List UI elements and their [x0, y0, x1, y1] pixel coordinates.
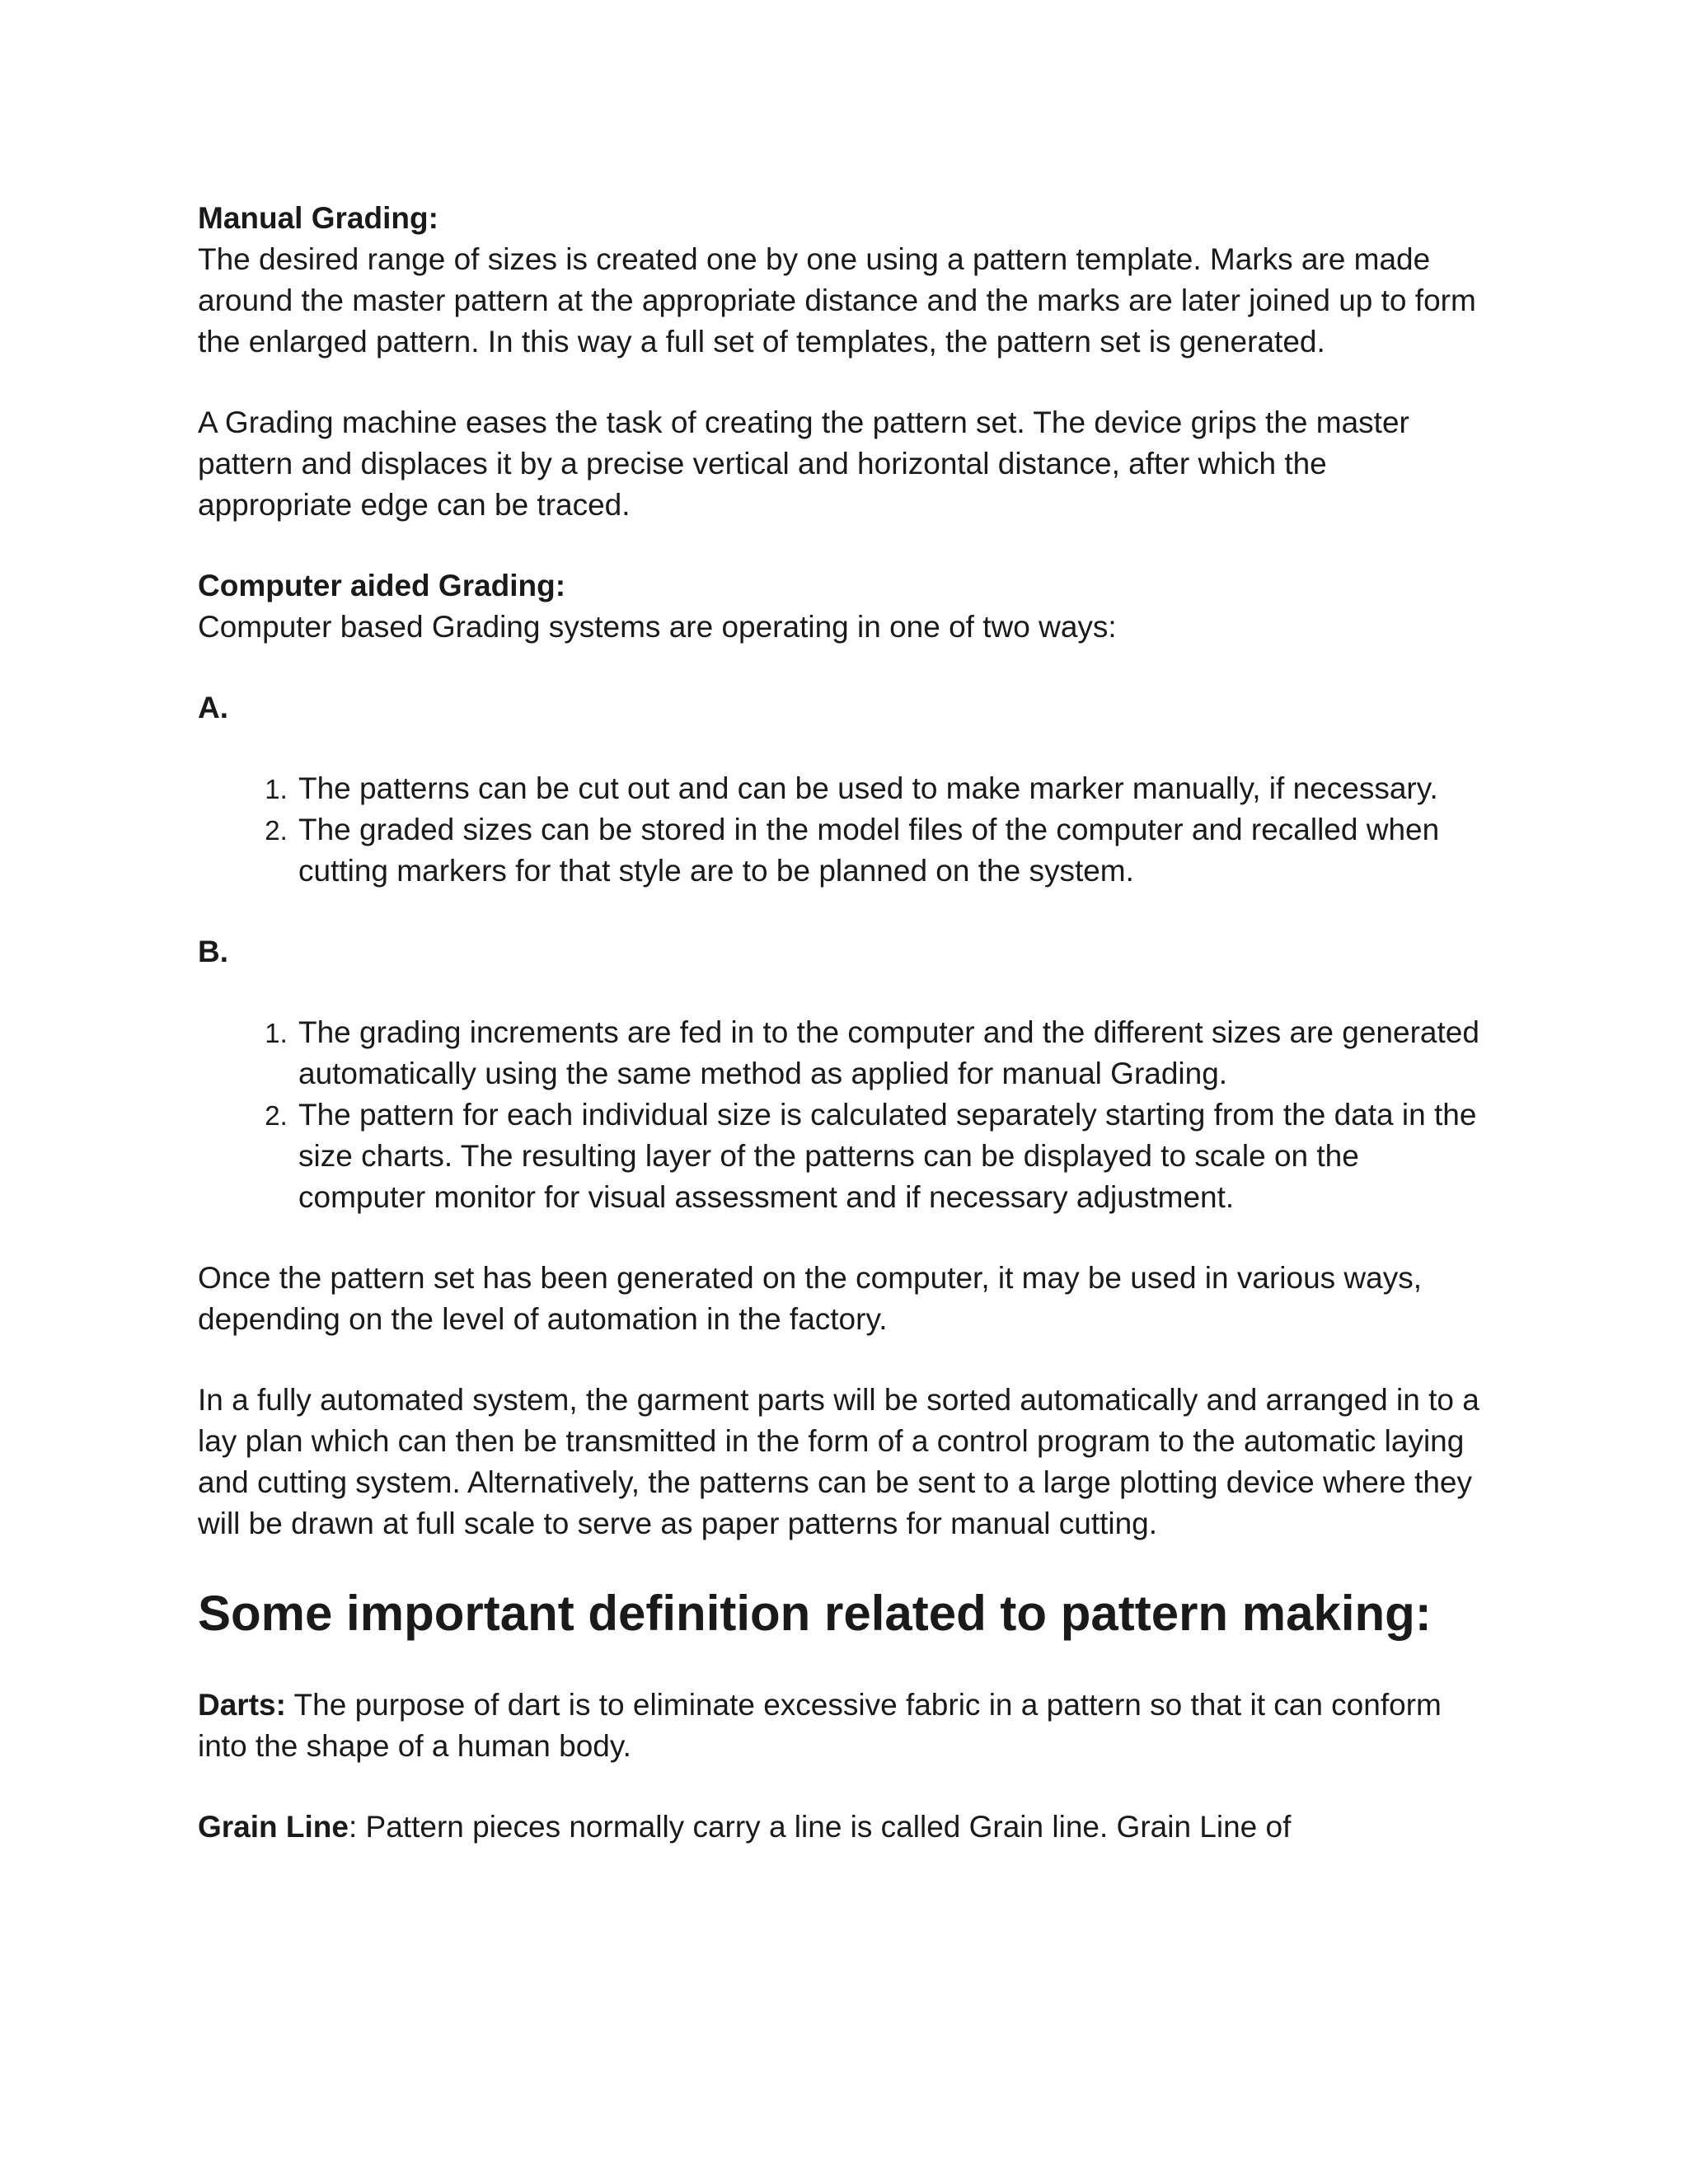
grain-line-definition: [198, 1807, 1484, 1848]
darts-term: Darts:: [198, 1688, 286, 1722]
automated-system-paragraph: In a fully automated system, the garment parts will be sorted automatically and arranged in to a lay plan which can then be transmitted in the form of a control program to the automatic laying and cutting system. Alternatively, the patterns can be sent to a large plotting device where they will be drawn at full scale to serve as paper patterns for manual cutting.: [198, 1383, 1479, 1540]
pattern-set-usage-paragraph: Once the pattern set has been generated on the computer, it may be used in various ways, depending on the level of automation in the factory.: [198, 1261, 1423, 1336]
computer-grading-intro: Computer based Grading systems are operating in one of two ways:: [198, 610, 1117, 644]
list-item: 2. The pattern for each individual size is calculated separately starting from the data in the size charts. The resulting layer of the patterns can be displayed to scale on the computer monitor for visual assessment and if necessary adjustment.: [295, 1094, 1484, 1218]
manual-grading-paragraph: The desired range of sizes is created one by one using a pattern template. Marks are made around the master pattern at the appropriate distance and the marks are later joined up to form the enlarged pattern. In this way a full set of templates, the pattern set is generated.: [198, 242, 1476, 359]
section-b-label: B.: [198, 935, 228, 968]
section-a-list: [198, 768, 1484, 892]
grain-line-term: Grain Line: [198, 1810, 349, 1844]
grading-machine-paragraph: A Grading machine eases the task of creating the pattern set. The device grips the master pattern and displaces it by a precise vertical and horizontal distance, after which the appropriate edge can be traced.: [198, 405, 1409, 522]
document-page: [198, 198, 1484, 1848]
manual-grading-heading: Manual Grading:: [198, 201, 438, 235]
list-item: 1. The grading increments are fed in to the computer and the different sizes are generated automatically using the same method as applied for manual Grading.: [295, 1012, 1484, 1094]
section-a-label: A.: [198, 691, 228, 724]
definitions-heading: Some important definition related to pattern making:: [198, 1586, 1432, 1641]
section-b-list: [198, 1012, 1484, 1218]
list-item: 1. The patterns can be cut out and can be used to make marker manually, if necessary.: [295, 768, 1484, 809]
darts-definition: [198, 1685, 1484, 1767]
grain-line-text: : Pattern pieces normally carry a line is called Grain line. Grain Line of: [348, 1810, 1292, 1844]
darts-text: The purpose of dart is to eliminate excessive fabric in a pattern so that it can conform into the shape of a human body.: [198, 1688, 1442, 1763]
computer-grading-heading: Computer aided Grading:: [198, 569, 566, 602]
list-item: 2. The graded sizes can be stored in the model files of the computer and recalled when cutting markers for that style are to be planned on the system.: [295, 809, 1484, 892]
